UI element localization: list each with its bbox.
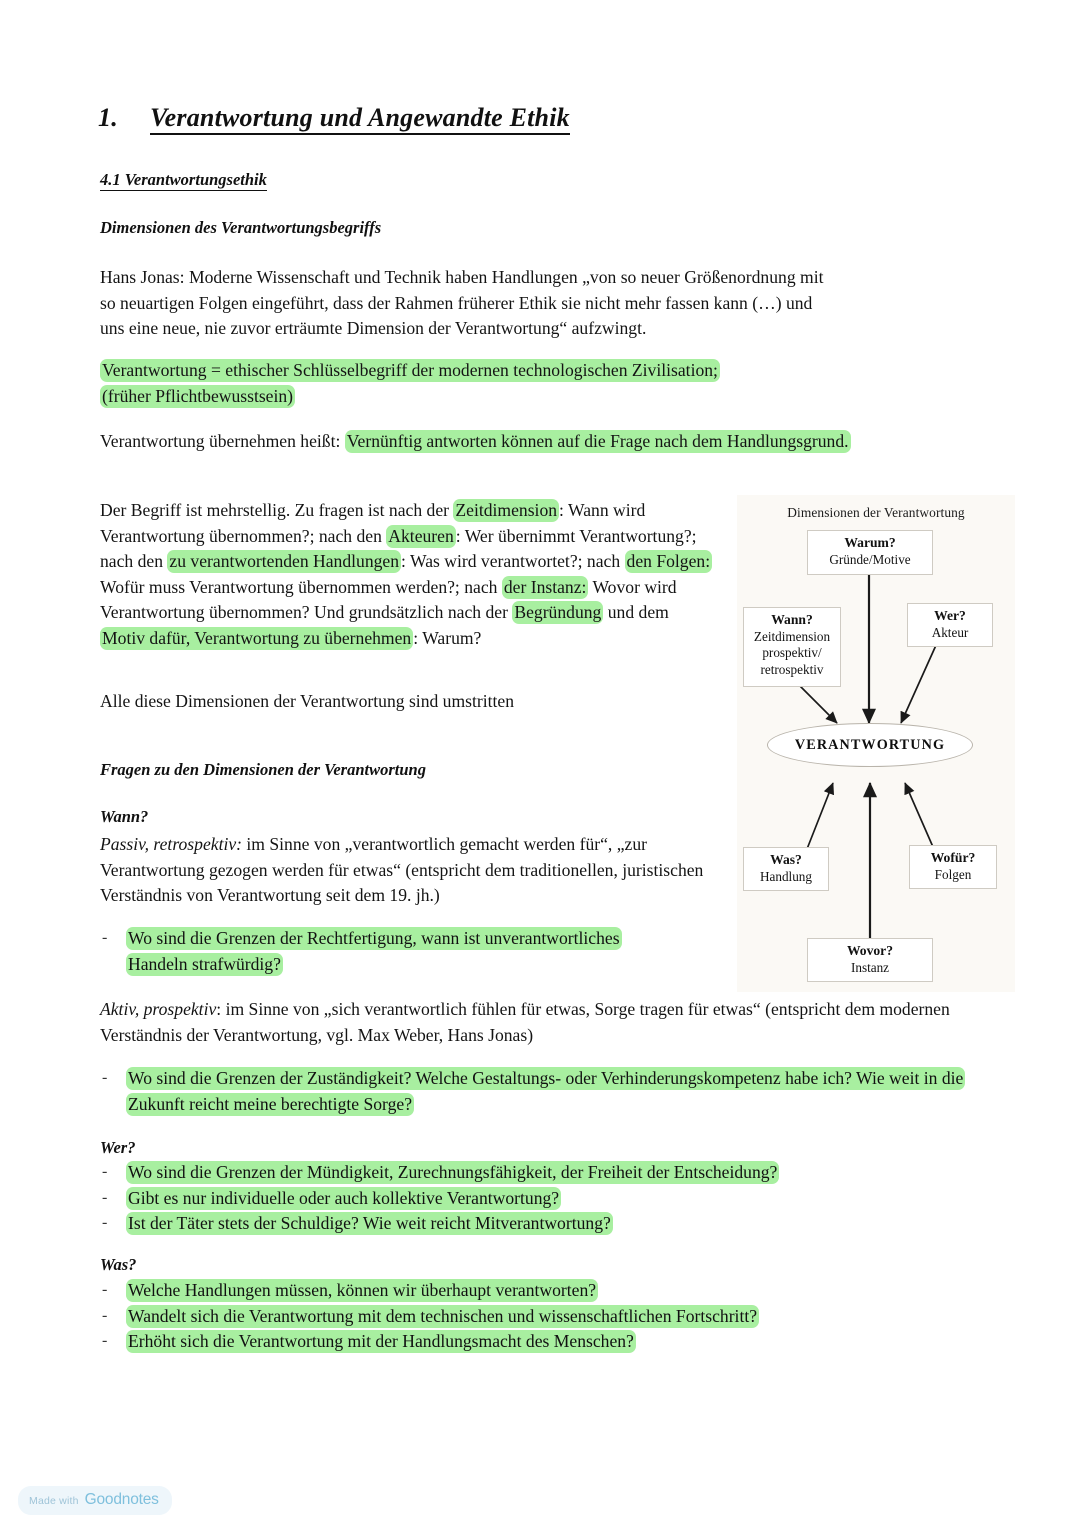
watermark-brand-label: Goodnotes (84, 1491, 159, 1508)
page-title (98, 103, 570, 133)
highlight-folgen: den Folgen: (626, 551, 711, 571)
paragraph-mehrstellig (100, 498, 718, 651)
highlight-was-bullet-3: Erhöht sich die Verantwortung mit der Handlungsmacht des Menschen? (128, 1331, 634, 1351)
mehrstellig-t2: : Wann wird Verantwortung übernommen?; nach den (100, 500, 646, 546)
paragraph-uebernehmen (100, 429, 890, 455)
question-heading-wer: Wer? (100, 1138, 136, 1157)
bullet-dash-icon: - (102, 1188, 108, 1206)
list-item (100, 1329, 990, 1355)
list-item (100, 1066, 980, 1117)
diagram-node-wofuer-subtitle: Folgen (934, 866, 972, 882)
diagram-dimensionen-der-verantwortung (737, 495, 1015, 992)
diagram-node-wer-question: Wer? (934, 608, 966, 623)
section-heading: 4.1 Verantwortungsethik (100, 170, 267, 189)
list-item (100, 1160, 990, 1186)
highlight-uebernehmen: Vernünftig antworten können auf die Frage nach dem Handlungsgrund. (346, 431, 849, 451)
page-title-text: Verantwortung und Angewandte Ethik (150, 103, 570, 135)
diagram-node-wann-line1: Zeitdimension (753, 628, 831, 644)
paragraph-passiv (100, 832, 718, 909)
aktiv-text: : im Sinne von „sich verantwortlich fühlen für etwas, Sorge tragen für etwas“ (entspricht dem modernen Verständnis der Verantwortung, vgl. Max Weber, Hans Jonas) (100, 999, 950, 1045)
diagram-node-wofuer (909, 845, 997, 889)
diagram-node-wann-line2: prospektiv/ (762, 645, 822, 660)
bullet-dash-icon: - (102, 1332, 108, 1349)
mehrstellig-t6: Wovor wird Verantwortung übernommen? Und grundsätzlich nach der (100, 576, 677, 622)
highlight-schluessel-2: (früher Pflichtbewusstsein) (102, 385, 294, 406)
page-title-number: 1. (98, 103, 118, 132)
highlight-was-bullet-1: Welche Handlungen müssen, können wir überhaupt verantworten? (128, 1280, 597, 1300)
highlight-wer-bullet-3: Ist der Täter stets der Schuldige? Wie weit reicht Mitverantwortung? (128, 1213, 611, 1233)
jonas-line-3: uns eine neue, nie zuvor erträumte Dimension der Verantwortung“ aufzwingt. (100, 318, 647, 338)
watermark-made-with-label: Made with (29, 1495, 79, 1507)
bullet-list-wann (100, 926, 620, 977)
highlight-handlungen: zu verantwortenden Handlungen (169, 551, 400, 571)
highlight-wann-bullet: Wo sind die Grenzen der Rechtfertigung, wann ist unverantwortliches Handeln strafwürdig? (128, 928, 620, 974)
diagram-node-wovor (807, 938, 933, 982)
jonas-line-1: Hans Jonas: Moderne Wissenschaft und Technik haben Handlungen „von so neuer Größenordnung mit (100, 267, 824, 287)
diagram-node-warum (807, 530, 933, 575)
diagram-node-wer-subtitle: Akteur (931, 624, 969, 640)
diagram-node-wer (907, 603, 993, 647)
bullet-dash-icon: - (102, 1281, 108, 1298)
highlight-was-bullet-2: Wandelt sich die Verantwortung mit dem technischen und wissenschaftlichen Fortschritt? (128, 1305, 758, 1326)
bullet-dash-icon: - (102, 1069, 108, 1086)
paragraph-hans-jonas (100, 265, 980, 342)
paragraph-schluesselbegriff (100, 358, 900, 409)
uebernehmen-lead: Verantwortung übernehmen heißt: (100, 431, 345, 451)
list-item (100, 1304, 990, 1330)
list-item (100, 1186, 990, 1212)
mehrstellig-t5: Wofür muss Verantwortung übernommen werden?; nach (100, 576, 502, 597)
passiv-text: im Sinne von „verantwortlich gemacht werden für“, „zur Verantwortung gezogen werden für etwas“ (entspricht dem traditionellen, juristischen Verständnis von Verantwortung seit dem 19. jh.) (100, 834, 704, 905)
mehrstellig-t8: : Warum? (413, 627, 482, 648)
diagram-node-wann-line3: retrospektiv (760, 661, 824, 677)
highlight-akteuren: Akteuren (388, 525, 454, 546)
diagram-node-wovor-subtitle: Instanz (850, 959, 890, 975)
umstritten-text: Alle diese Dimensionen der Verantwortung sind umstritten (100, 691, 515, 711)
question-heading-wann: Wann? (100, 807, 149, 826)
list-item (100, 926, 620, 977)
list-item (100, 1211, 990, 1237)
subheading-dimensionen: Dimensionen des Verantwortungsbegriffs (100, 218, 382, 237)
bullet-dash-icon: - (102, 1163, 108, 1180)
diagram-title: Dimensionen der Verantwortung (787, 505, 965, 520)
question-heading-was: Was? (100, 1255, 137, 1274)
subheading-fragen: Fragen zu den Dimensionen der Verantwortung (100, 760, 426, 779)
bullet-list-wer (100, 1160, 990, 1237)
paragraph-umstritten (100, 689, 718, 715)
diagram-node-was-question: Was? (770, 852, 802, 867)
diagram-node-warum-subtitle: Gründe/Motive (829, 551, 911, 567)
bullet-dash-icon: - (102, 1214, 108, 1231)
diagram-node-wovor-question: Wovor? (846, 943, 894, 958)
diagram-node-wofuer-question: Wofür? (930, 850, 976, 865)
jonas-line-2: so neuartigen Folgen eingeführt, dass der Rahmen früherer Ethik sie nicht mehr fassen kann (…) und (100, 292, 813, 313)
highlight-begruendung: Begründung (514, 602, 602, 622)
bullet-list-was (100, 1278, 990, 1355)
diagram-center-verantwortung (767, 723, 973, 767)
diagram-node-was-subtitle: Handlung (759, 868, 812, 884)
highlight-instanz: der Instanz: (503, 576, 587, 597)
diagram-node-wann-question: Wann? (771, 612, 813, 627)
highlight-wer-bullet-2: Gibt es nur individuelle oder auch kollektive Verantwortung? (128, 1187, 560, 1208)
highlight-aktiv-bullet: Wo sind die Grenzen der Zuständigkeit? Welche Gestaltungs- oder Verhinderungskompetenz habe ich? Wie weit in die Zukunft reicht meine berechtigte Sorge? (128, 1068, 964, 1114)
diagram-center-label: VERANTWORTUNG (794, 736, 946, 753)
bullet-list-aktiv (100, 1066, 980, 1117)
mehrstellig-t7: und dem (603, 602, 669, 622)
diagram-node-warum-question: Warum? (844, 535, 896, 550)
highlight-wer-bullet-1: Wo sind die Grenzen der Mündigkeit, Zurechnungsfähigkeit, der Freiheit der Entscheidung? (128, 1162, 778, 1182)
goodnotes-watermark (18, 1486, 172, 1515)
mehrstellig-t3: : Wer übernimmt Verantwortung?; nach den (100, 525, 697, 571)
diagram-node-was (743, 847, 829, 891)
bullet-dash-icon: - (102, 929, 108, 946)
highlight-schluessel-1: Verantwortung = ethischer Schlüsselbegriff der modernen technologischen Zivilisation; (102, 360, 718, 380)
list-item (100, 1278, 990, 1304)
highlight-zeitdimension: Zeitdimension (455, 500, 558, 520)
aktiv-label: Aktiv, prospektiv (100, 999, 217, 1019)
passiv-label: Passiv, retrospektiv: (100, 834, 243, 854)
paragraph-aktiv (100, 997, 980, 1048)
highlight-motiv: Motiv dafür, Verantwortung zu übernehmen (102, 627, 412, 648)
diagram-node-wann (743, 607, 841, 687)
mehrstellig-t1: Der Begriff ist mehrstellig. Zu fragen ist nach der (100, 500, 454, 520)
bullet-dash-icon: - (102, 1306, 108, 1324)
mehrstellig-t4: : Was wird verantwortet?; nach (401, 551, 625, 571)
